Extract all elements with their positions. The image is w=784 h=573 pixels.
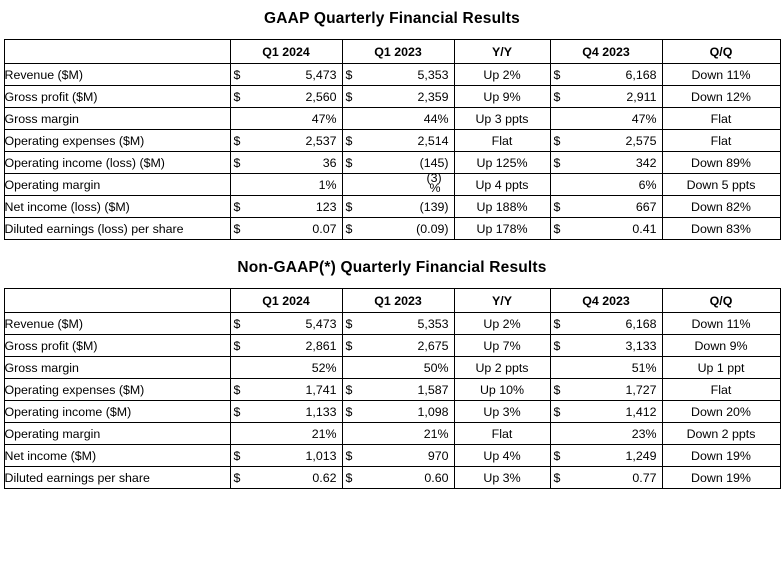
table-row [4, 313, 780, 335]
table-row [4, 467, 780, 489]
cell-value: 123 [315, 199, 337, 214]
cell-value: 1,412 [625, 404, 657, 419]
cell-q1-2023 [342, 467, 454, 489]
currency-symbol: $ [553, 316, 561, 331]
cell-q1-2024 [230, 130, 342, 152]
cell-q4-2023 [550, 86, 662, 108]
cell-value: 3,133 [625, 338, 657, 353]
cell-q1-2024 [230, 379, 342, 401]
cell-value: (145) [419, 155, 449, 170]
table-row [4, 86, 780, 108]
cell-value: 0.77 [632, 470, 657, 485]
cell-value: 2,560 [305, 89, 337, 104]
cell-q1-2023 [342, 423, 454, 445]
cell-value: 23% [631, 426, 657, 441]
currency-symbol: $ [553, 199, 561, 214]
table-row [4, 218, 780, 240]
cell-q1-2023 [342, 130, 454, 152]
cell-q1-2024 [230, 467, 342, 489]
row-label: Gross profit ($M) [4, 335, 230, 357]
table-row [4, 64, 780, 86]
cell-yy: Up 2% [454, 64, 550, 86]
cell-q1-2023: (3 % ) [342, 174, 454, 196]
cell-qq: Down 5 ppts [662, 174, 780, 196]
cell-q1-2023 [342, 64, 454, 86]
column-header-metric [4, 40, 230, 64]
column-header-qq: Q/Q [662, 289, 780, 313]
gaap-results-table [4, 39, 781, 240]
row-label: Net income ($M) [4, 445, 230, 467]
currency-symbol: $ [553, 470, 561, 485]
cell-q4-2023 [550, 445, 662, 467]
currency-symbol: $ [345, 338, 353, 353]
cell-q1-2023 [342, 357, 454, 379]
currency-symbol: $ [233, 133, 241, 148]
cell-q1-2024 [230, 64, 342, 86]
cell-value: 1,013 [305, 448, 337, 463]
cell-yy: Up 9% [454, 86, 550, 108]
cell-value: 0.07 [312, 221, 337, 236]
cell-q4-2023 [550, 196, 662, 218]
cell-value: 2,537 [305, 133, 337, 148]
row-label: Revenue ($M) [4, 64, 230, 86]
gaap-section-title: GAAP Quarterly Financial Results [264, 10, 520, 27]
table-row [4, 445, 780, 467]
cell-value: 21% [423, 426, 449, 441]
row-label: Gross margin [4, 357, 230, 379]
cell-yy: Up 4 ppts [454, 174, 550, 196]
nongaap-results-table [4, 288, 781, 489]
cell-value: 47% [631, 111, 657, 126]
cell-value: 1,741 [305, 382, 337, 397]
currency-symbol: $ [553, 155, 561, 170]
cell-yy: Up 4% [454, 445, 550, 467]
cell-q1-2024 [230, 152, 342, 174]
cell-qq: Down 2 ppts [662, 423, 780, 445]
cell-value: 52% [311, 360, 337, 375]
cell-yy: Up 10% [454, 379, 550, 401]
cell-value: 0.41 [632, 221, 657, 236]
cell-qq: Down 12% [662, 86, 780, 108]
row-label: Operating income ($M) [4, 401, 230, 423]
column-header-yy: Y/Y [454, 289, 550, 313]
cell-yy: Up 188% [454, 196, 550, 218]
currency-symbol: $ [553, 67, 561, 82]
cell-value: 1,249 [625, 448, 657, 463]
table-header-row [4, 289, 780, 313]
currency-symbol: $ [345, 199, 353, 214]
column-header-q1-2024: Q1 2024 [230, 289, 342, 313]
currency-symbol: $ [345, 133, 353, 148]
cell-value: 1,133 [305, 404, 337, 419]
cell-qq: Down 83% [662, 218, 780, 240]
cell-qq: Flat [662, 379, 780, 401]
currency-symbol: $ [345, 382, 353, 397]
row-label: Gross margin [4, 108, 230, 130]
currency-symbol: $ [233, 404, 241, 419]
cell-q4-2023 [550, 357, 662, 379]
cell-value: 6,168 [625, 316, 657, 331]
cell-q4-2023 [550, 130, 662, 152]
cell-q4-2023 [550, 218, 662, 240]
cell-value: 667 [635, 199, 657, 214]
row-label: Operating expenses ($M) [4, 130, 230, 152]
row-label: Net income (loss) ($M) [4, 196, 230, 218]
currency-symbol: $ [553, 404, 561, 419]
cell-q4-2023 [550, 423, 662, 445]
cell-yy: Up 2 ppts [454, 357, 550, 379]
cell-value: 21% [311, 426, 337, 441]
currency-symbol: $ [345, 155, 353, 170]
cell-q4-2023 [550, 174, 662, 196]
column-header-q1-2023: Q1 2023 [342, 289, 454, 313]
cell-q1-2024 [230, 401, 342, 423]
cell-q4-2023 [550, 313, 662, 335]
currency-symbol: $ [233, 382, 241, 397]
currency-symbol: $ [553, 382, 561, 397]
table-row [4, 423, 780, 445]
row-label: Diluted earnings (loss) per share [4, 218, 230, 240]
cell-q4-2023 [550, 152, 662, 174]
column-header-yy: Y/Y [454, 40, 550, 64]
cell-value: 0.62 [312, 470, 337, 485]
cell-value: 1,727 [625, 382, 657, 397]
currency-symbol: $ [233, 199, 241, 214]
table-row [4, 130, 780, 152]
cell-value: 47% [311, 111, 337, 126]
cell-qq: Flat [662, 130, 780, 152]
cell-value: 36 [322, 155, 337, 170]
cell-q4-2023 [550, 64, 662, 86]
cell-yy: Up 2% [454, 313, 550, 335]
cell-yy: Up 3 ppts [454, 108, 550, 130]
currency-symbol: $ [345, 67, 353, 82]
cell-q1-2024 [230, 108, 342, 130]
table-row [4, 401, 780, 423]
cell-q4-2023 [550, 401, 662, 423]
currency-symbol: $ [233, 89, 241, 104]
cell-value: 50% [423, 360, 449, 375]
currency-symbol: $ [345, 448, 353, 463]
table-row [4, 357, 780, 379]
row-label: Operating margin [4, 423, 230, 445]
cell-q1-2023 [342, 379, 454, 401]
table-header-row [4, 40, 780, 64]
nongaap-section-title: Non-GAAP(*) Quarterly Financial Results [237, 259, 547, 276]
cell-qq: Down 20% [662, 401, 780, 423]
cell-yy: Flat [454, 423, 550, 445]
cell-value: 5,353 [417, 316, 449, 331]
cell-q4-2023 [550, 467, 662, 489]
cell-q1-2023 [342, 313, 454, 335]
cell-value: 2,514 [417, 133, 449, 148]
currency-symbol: $ [345, 221, 353, 236]
cell-q1-2023 [342, 445, 454, 467]
currency-symbol: $ [233, 470, 241, 485]
currency-symbol: $ [553, 448, 561, 463]
currency-symbol: $ [233, 221, 241, 236]
row-label: Operating expenses ($M) [4, 379, 230, 401]
cell-qq: Down 82% [662, 196, 780, 218]
cell-value: 6% [638, 177, 657, 192]
financial-results-document [0, 10, 784, 573]
cell-q1-2024 [230, 174, 342, 196]
cell-value: 5,353 [417, 67, 449, 82]
currency-symbol: $ [345, 470, 353, 485]
currency-symbol: $ [345, 89, 353, 104]
cell-value: 1% [318, 177, 337, 192]
currency-symbol: $ [233, 316, 241, 331]
cell-qq: Down 11% [662, 64, 780, 86]
cell-value: 2,861 [305, 338, 337, 353]
table-row [4, 152, 780, 174]
cell-value: 6,168 [625, 67, 657, 82]
cell-q1-2024 [230, 357, 342, 379]
currency-symbol: $ [553, 89, 561, 104]
currency-symbol: $ [233, 155, 241, 170]
cell-qq: Flat [662, 108, 780, 130]
cell-value: 2,675 [417, 338, 449, 353]
cell-qq: Down 19% [662, 467, 780, 489]
currency-symbol: $ [553, 338, 561, 353]
row-label: Revenue ($M) [4, 313, 230, 335]
cell-q1-2023 [342, 218, 454, 240]
cell-yy: Flat [454, 130, 550, 152]
cell-q4-2023 [550, 379, 662, 401]
cell-value: (0.09) [416, 221, 449, 236]
cell-qq: Up 1 ppt [662, 357, 780, 379]
currency-symbol: $ [553, 221, 561, 236]
cell-value: 0.60 [424, 470, 449, 485]
cell-yy: Up 3% [454, 467, 550, 489]
cell-value: 2,359 [417, 89, 449, 104]
cell-q1-2023 [342, 86, 454, 108]
cell-value: 2,911 [626, 89, 657, 104]
column-header-q4-2023: Q4 2023 [550, 40, 662, 64]
cell-q1-2024 [230, 86, 342, 108]
column-header-q4-2023: Q4 2023 [550, 289, 662, 313]
cell-value: 1,587 [417, 382, 449, 397]
cell-yy: Up 3% [454, 401, 550, 423]
column-header-qq: Q/Q [662, 40, 780, 64]
cell-yy: Up 125% [454, 152, 550, 174]
row-label: Operating margin [4, 174, 230, 196]
column-header-q1-2023: Q1 2023 [342, 40, 454, 64]
cell-value: 44% [423, 111, 449, 126]
table-row [4, 379, 780, 401]
currency-symbol: $ [233, 338, 241, 353]
cell-value: (139) [419, 199, 449, 214]
cell-q1-2024 [230, 423, 342, 445]
cell-q1-2024 [230, 445, 342, 467]
column-header-metric [4, 289, 230, 313]
row-label: Gross profit ($M) [4, 86, 230, 108]
currency-symbol: $ [345, 404, 353, 419]
currency-symbol: $ [233, 67, 241, 82]
table-row [4, 335, 780, 357]
cell-value: 1,098 [417, 404, 449, 419]
cell-q1-2023 [342, 401, 454, 423]
cell-q1-2024 [230, 313, 342, 335]
cell-yy: Up 7% [454, 335, 550, 357]
cell-qq: Down 11% [662, 313, 780, 335]
cell-q1-2024 [230, 335, 342, 357]
cell-value: 342 [635, 155, 657, 170]
table-row [4, 196, 780, 218]
cell-q1-2023 [342, 108, 454, 130]
cell-qq: Down 19% [662, 445, 780, 467]
cell-q4-2023 [550, 335, 662, 357]
column-header-q1-2024: Q1 2024 [230, 40, 342, 64]
cell-q1-2024 [230, 218, 342, 240]
row-label: Operating income (loss) ($M) [4, 152, 230, 174]
cell-value: 5,473 [305, 67, 337, 82]
cell-value: 970 [427, 448, 449, 463]
cell-q4-2023 [550, 108, 662, 130]
cell-q1-2023 [342, 196, 454, 218]
cell-yy: Up 178% [454, 218, 550, 240]
currency-symbol: $ [345, 316, 353, 331]
table-row [4, 108, 780, 130]
cell-q1-2024 [230, 196, 342, 218]
cell-qq: Down 89% [662, 152, 780, 174]
cell-value: 5,473 [305, 316, 337, 331]
row-label: Diluted earnings per share [4, 467, 230, 489]
cell-value: 51% [631, 360, 657, 375]
currency-symbol: $ [553, 133, 561, 148]
cell-qq: Down 9% [662, 335, 780, 357]
cell-q1-2023 [342, 335, 454, 357]
cell-value: 2,575 [625, 133, 657, 148]
table-row [4, 174, 780, 196]
currency-symbol: $ [233, 448, 241, 463]
